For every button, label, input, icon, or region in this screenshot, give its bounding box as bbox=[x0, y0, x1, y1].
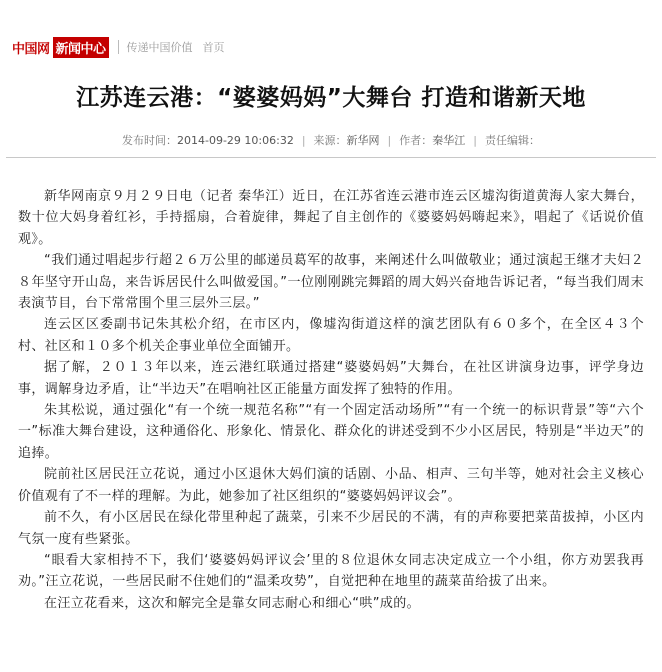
site-slogan: 传递中国价值 bbox=[126, 41, 193, 54]
published-time: 2014-09-29 10:06:32 bbox=[177, 133, 294, 147]
meta-separator: | bbox=[473, 133, 477, 147]
meta-separator: | bbox=[387, 133, 392, 147]
home-link[interactable]: 首页 bbox=[202, 41, 225, 54]
meta-separator: | bbox=[301, 133, 306, 147]
author-name: 秦华江 bbox=[432, 134, 466, 147]
article-paragraph: 据了解，２０１３年以来，连云港红联通过搭建“婆婆妈妈”大舞台，在社区讲演身边事，评学身边事，调解身边矛盾，让“半边天”在唱响社区正能量方面发挥了独特的作用。 bbox=[18, 360, 644, 397]
editor-label: 责任编辑： bbox=[484, 134, 540, 147]
article-paragraph: 连云区区委副书记朱其松介绍，在市区内，像墟沟街道这样的演艺团队有６０多个，在全区４３个村、社区和１０多个机关企事业单位全面铺开。 bbox=[18, 317, 644, 354]
article-paragraph: 院前社区居民汪立花说，通过小区退休大妈们演的话剧、小品、相声、三句半等，她对社会主义核心价值观有了不一样的理解。为此，她参加了社区组织的“婆婆妈妈评议会”。 bbox=[18, 467, 644, 504]
article-paragraph: 新华网南京９月２９日电（记者 秦华江）近日，在江苏省连云港市连云区墟沟街道黄海人家大舞台，数十位大妈身着红衫，手持摇扇，合着旋律，舞起了自主创作的《婆婆妈妈嗨起来》，唱起了《话说价值观》。 bbox=[18, 189, 644, 247]
article-paragraph: 在汪立花看来，这次和解完全是靠女同志耐心和细心“哄”成的。 bbox=[44, 595, 421, 611]
article-paragraph: 朱其松说，通过强化“有一个统一规范名称”“有一个固定活动场所”“有一个统一的标识背景”等“六个一”标准大舞台建设，这种通俗化、形象化、情景化、群众化的讲述受到不少小区居民，特别是“半边天”的追捧。 bbox=[18, 403, 644, 461]
article-paragraph: “眼看大家相持不下，我们‘婆婆妈妈评议会’里的８位退休女同志决定成立一个小组，你方劝罢我再劝。”汪立花说，一些居民耐不住她们的“温柔攻势”，自觉把种在地里的蔬菜苗给拔了出来。 bbox=[18, 552, 644, 590]
source-label: 来源： bbox=[313, 134, 347, 147]
news-center-logo[interactable]: 新闻中心 bbox=[53, 37, 109, 58]
article-title: 江苏连云港：“婆婆妈妈”大舞台 打造和谐新天地 bbox=[76, 85, 586, 111]
header-divider bbox=[118, 40, 119, 54]
source-link[interactable]: 新华网 bbox=[346, 134, 380, 147]
site-header bbox=[12, 37, 225, 57]
published-label: 发布时间： bbox=[122, 134, 177, 147]
article-body bbox=[18, 186, 644, 614]
article-paragraph: “我们通过唱起步行超２６万公里的邮递员葛军的故事，来阐述什么叫做敬业；通过演起王继才夫妇２８年坚守开山岛，来告诉居民什么叫做爱国。”一位刚刚跳完舞蹈的周大妈兴奋地告诉记者，“每当我们周末表演节目，台下常常围个里三层外三层。” bbox=[18, 253, 644, 312]
article-paragraph: 前不久，有小区居民在绿化带里种起了蔬菜，引来不少居民的不满，有的声称要把菜苗拔掉，小区内气氛一度有些紧张。 bbox=[18, 510, 644, 547]
meta-divider bbox=[6, 157, 656, 158]
author-label: 作者： bbox=[399, 134, 433, 147]
site-logo[interactable]: 中国网 bbox=[12, 41, 50, 57]
article-meta bbox=[0, 131, 662, 149]
